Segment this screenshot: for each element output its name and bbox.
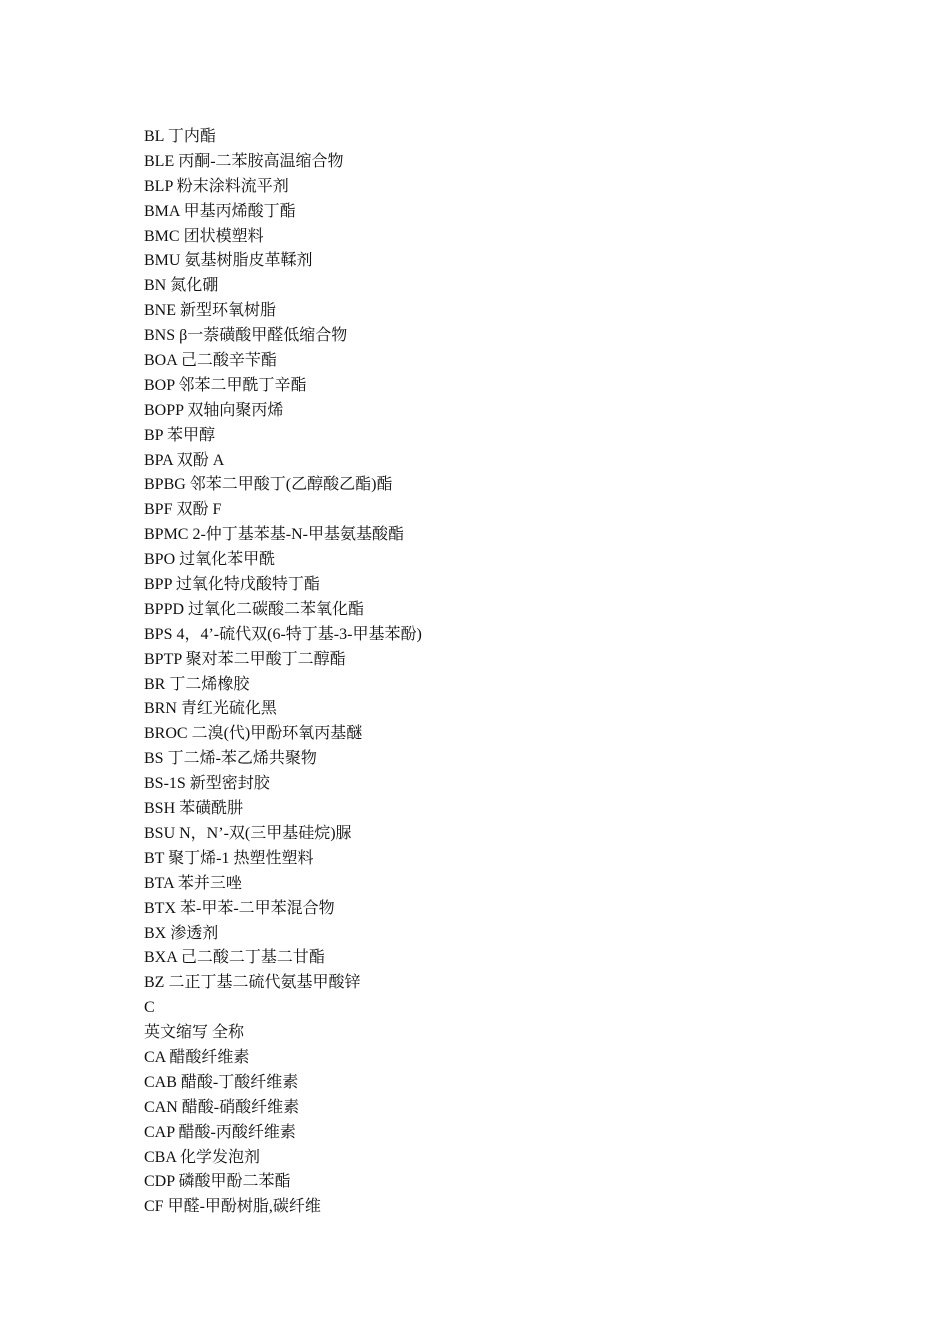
list-item: BPS 4，4’-硫代双(6-特丁基-3-甲基苯酚) [144,625,422,643]
list-item: BMA 甲基丙烯酸丁酯 [144,202,296,220]
list-item: BPP 过氧化特戊酸特丁酯 [144,576,320,594]
list-item: CAP 醋酸-丙酸纤维素 [144,1123,296,1141]
list-item: BP 苯甲醇 [144,426,215,444]
list-item: BPF 双酚 F [144,501,222,519]
list-item: BNS β一萘磺酸甲醛低缩合物 [144,327,348,345]
list-item: BROC 二溴(代)甲酚环氧丙基醚 [144,725,363,743]
list-item: BPO 过氧化苯甲酰 [144,551,276,569]
section-letter: C [144,999,155,1017]
list-item: BXA 己二酸二丁基二甘酯 [144,949,325,967]
list-item: BN 氮化硼 [144,277,219,295]
list-item: BTX 苯-甲苯-二甲苯混合物 [144,899,335,917]
list-item: BPMC 2-仲丁基苯基-N-甲基氨基酸酯 [144,526,405,544]
list-item: BR 丁二烯橡胶 [144,675,250,693]
list-item: BPPD 过氧化二碳酸二苯氧化酯 [144,600,365,618]
list-item: CF 甲醛-甲酚树脂,碳纤维 [144,1198,321,1216]
list-item: BMC 团状模塑料 [144,227,264,245]
column-header: 英文缩写 全称 [144,1024,245,1042]
list-item: BL 丁内酯 [144,128,216,145]
list-item: BS-1S 新型密封胶 [144,775,270,793]
list-item: CA 醋酸纤维素 [144,1048,250,1066]
list-item: BS 丁二烯-苯乙烯共聚物 [144,750,317,768]
list-item: CBA 化学发泡剂 [144,1148,261,1166]
list-item: BOP 邻苯二甲酰丁辛酯 [144,376,307,394]
list-item: CDP 磷酸甲酚二苯酯 [144,1173,291,1191]
list-item: CAN 醋酸-硝酸纤维素 [144,1098,300,1116]
list-item: BT 聚丁烯-1 热塑性塑料 [144,849,314,867]
list-item: BX 渗透剂 [144,924,219,942]
list-item: BPBG 邻苯二甲酸丁(乙醇酸乙酯)酯 [144,476,393,494]
list-item: BOA 己二酸辛苄酯 [144,352,277,370]
abbreviation-list [144,125,844,1220]
list-item: BNE 新型环氧树脂 [144,302,277,320]
list-item: BPTP 聚对苯二甲酸丁二醇酯 [144,650,346,668]
list-item: BRN 青红光硫化黑 [144,700,277,718]
list-item: BMU 氨基树脂皮革鞣剂 [144,252,313,270]
list-item: CAB 醋酸-丁酸纤维素 [144,1073,299,1091]
list-item: BLP 粉末涂料流平剂 [144,177,289,195]
list-item: BLE 丙酮-二苯胺高温缩合物 [144,152,344,170]
list-item: BSU N，N’-双(三甲基硅烷)脲 [144,824,352,842]
list-item: BSH 苯磺酰肼 [144,800,244,818]
list-item: BTA 苯并三唑 [144,874,242,892]
list-item: BPA 双酚 A [144,451,225,469]
list-item: BZ 二正丁基二硫代氨基甲酸锌 [144,974,361,992]
list-item: BOPP 双轴向聚丙烯 [144,401,284,419]
